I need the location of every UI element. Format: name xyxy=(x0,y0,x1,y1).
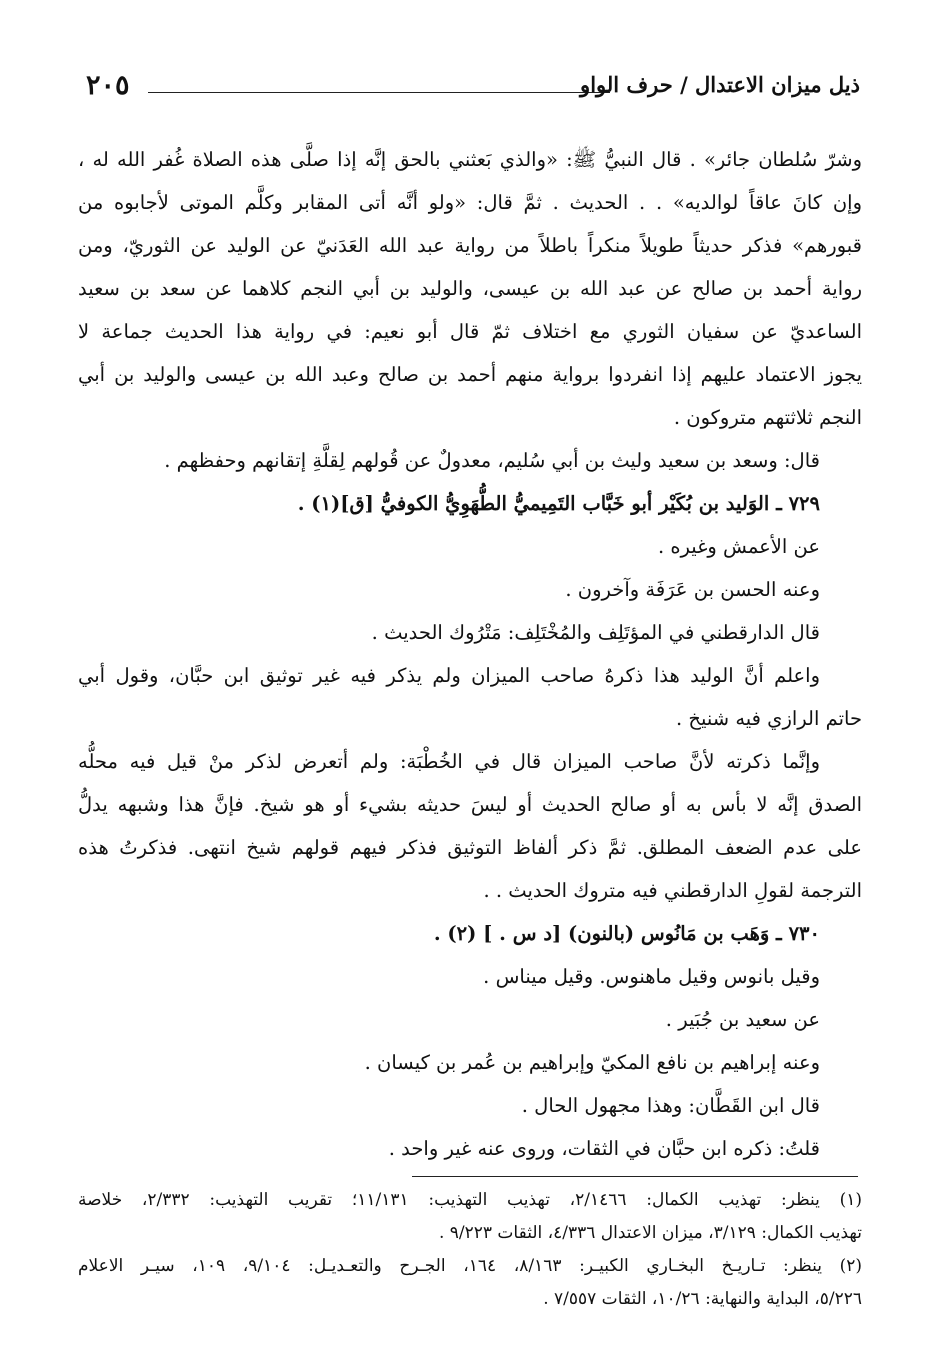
text-line: وشرّ سُلطان جائر» . قال النبيُّ ﷺ: «والذي بَعثني بالحق إنَّه إذا صلَّى هذه الصلاة غُفر الله له ، xyxy=(78,148,862,171)
text-line: وقيل بانوس وقيل ماهنوس. وقيل ميناس . xyxy=(483,965,820,988)
entry-heading-730: ٧٣٠ ـ وَهَب بن مَانُوس (بالنون) [د س . ] (٢) . xyxy=(433,922,820,945)
text-line: عن سعيد بن جُبَير . xyxy=(665,1008,820,1031)
footnotes xyxy=(78,1184,862,1316)
running-title: ذيل ميزان الاعتدال / حرف الواو xyxy=(580,72,860,97)
page-header xyxy=(78,68,860,108)
text-line: حاتم الرازي فيه شنيخ . xyxy=(676,707,862,730)
footnote-line: (٢) ينظر: تـاريـخ البخـاري الكبيـر: ٨/١٦٣، ١٦٤، الجـرح والتعـديـل: ٩/١٠٤، ١٠٩، سيـر الاعلام xyxy=(78,1256,862,1276)
text-line: واعلم أنَّ الوليد هذا ذكرهُ صاحب الميزان ولم يذكر فيه غير توثيق ابن حبَّان، وقول أبي xyxy=(78,664,820,687)
text-line: قبورهم» فذكر حديثاً طويلاً منكراً باطلاً من رواية عبد الله العَدَنيّ عن الوليد عن الثوريّ، ومن xyxy=(78,234,862,257)
footnote-line: (١) ينظر: تهذيب الكمال: ٢/١٤٦٦، تهذيب التهذيب: ١١/١٣١؛ تقريب التهذيب: ٢/٣٣٢، خلاصة xyxy=(78,1190,862,1210)
footnote-rule xyxy=(412,1176,858,1177)
text-line: الصدق إنَّه لا بأس به أو صالح الحديث أو ليسَ حديثه بشيء أو هو شيخ. فإنَّ هذا وشبهه يدلُّ xyxy=(78,793,862,816)
footnote-line: ٥/٢٢٦، البداية والنهاية: ١٠/٢٦، الثقات ٧/٥٥٧ . xyxy=(543,1289,862,1309)
text-line: وإنَّما ذكرته لأنَّ صاحب الميزان قال في الخُطْبَة: ولم أتعرض لذكر منْ قيل فيه محلُّه xyxy=(78,750,820,773)
entry-heading-729: ٧٢٩ ـ الوَليد بن بُكَيْر أبو خَبَّاب التَمِيميُّ الطُّهَوِيُّ الكوفيُّ [ق](١) . xyxy=(297,492,820,515)
main-text xyxy=(78,138,862,1170)
text-line: قال: وسعد بن سعيد وليث بن أبي سُليم، معدولٌ عن قُولهم لِقلَّةِ إتقانهم وحفظهم . xyxy=(164,449,820,472)
text-line: وإن كانَ عاقاً لوالديه» . . الحديث . ثمَّ قال: «ولو أنَّه أتى المقابر وكلَّم الموتى لأجابوه من xyxy=(78,191,862,214)
text-line: على عدم الضعف المطلق. ثمَّ ذكر ألفاظ التوثيق فذكر فيهم قولهم شيخ انتهى. فذكرتُ هذه xyxy=(78,836,862,859)
text-line: قال الدارقطني في المؤتَلِف والمُخْتَلِف: مَتْرُوك الحديث . xyxy=(371,621,820,644)
text-line: عن الأعمش وغيره . xyxy=(657,535,820,558)
text-line: الترجمة لقولِ الدارقطني فيه متروك الحديث . . xyxy=(483,879,862,902)
header-rule xyxy=(148,92,610,93)
text-line: وعنه إبراهيم بن نافع المكيّ وإبراهيم بن عُمر بن كيسان . xyxy=(364,1051,820,1074)
text-line: الساعديّ عن سفيان الثوري مع اختلاف ثمّ قال أبو نعيم: في رواية هذا الحديث جماعة لا xyxy=(78,320,862,343)
text-line: يجوز الاعتماد عليهم إذا انفردوا برواية منهم أحمد بن صالح وعبد الله بن عيسى والوليد بن أبي xyxy=(78,363,862,386)
text-line: قلتُ: ذكره ابن حبَّان في الثقات، وروى عنه غير واحد . xyxy=(388,1137,820,1160)
page-number: ٢٠٥ xyxy=(86,70,130,101)
text-line: قال ابن القَطَّان: وهذا مجهول الحال . xyxy=(521,1094,820,1117)
text-line: وعنه الحسن بن عَرَفَة وآخرون . xyxy=(565,578,820,601)
footnote-line: تهذيب الكمال: ٣/١٢٩، ميزان الاعتدال ٤/٣٣٦، الثقات ٩/٢٢٣ . xyxy=(438,1223,862,1243)
text-line: رواية أحمد بن صالح عن عبد الله بن عيسى، والوليد بن أبي النجم كلاهما عن سعد بن سعيد xyxy=(78,277,862,300)
text-line: النجم ثلاثتهم متروكون . xyxy=(673,406,862,429)
